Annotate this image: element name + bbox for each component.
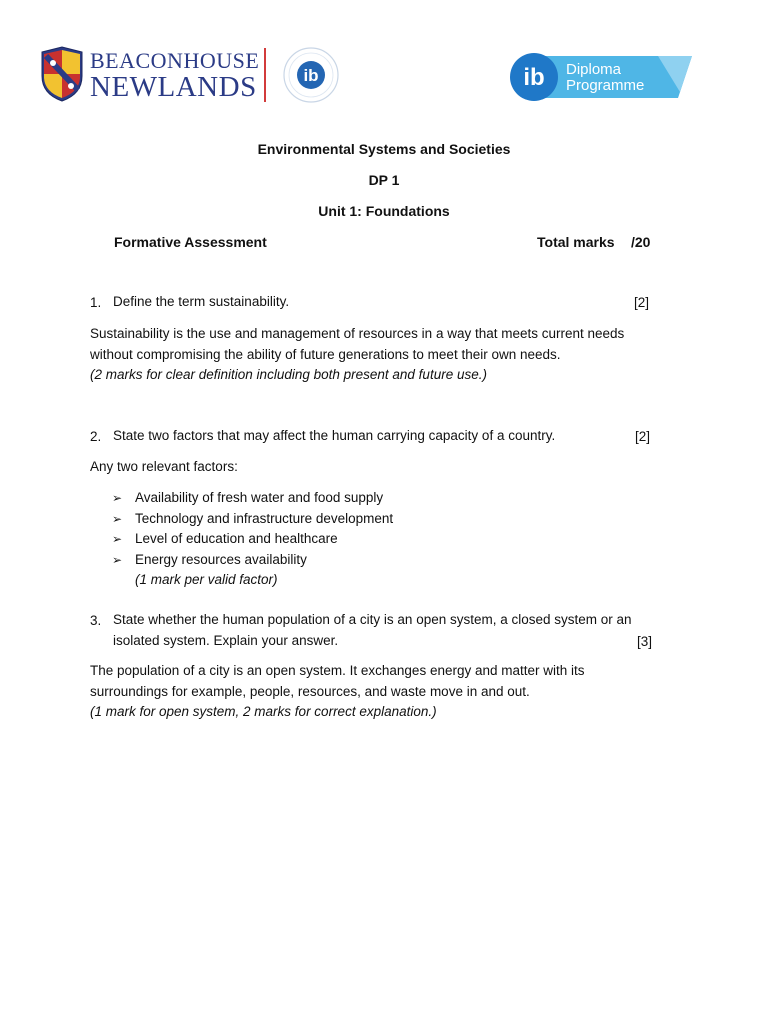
- answer-line: surroundings for example, people, resources, and waste move in and out.: [90, 684, 530, 699]
- ib-seal-text: ib: [303, 66, 319, 85]
- ib-seal-icon: [283, 46, 339, 104]
- arrow-bullet-icon: ➢: [112, 491, 123, 505]
- school-name: [90, 50, 259, 102]
- diploma-programme-logo: [508, 52, 692, 102]
- factor-text: Technology and infrastructure development: [135, 510, 394, 526]
- logo-divider: [264, 48, 266, 102]
- school-name-line1: BEACONHOUSE: [90, 48, 260, 73]
- factor-text: Energy resources availability: [135, 551, 307, 567]
- dp-logo-line2: Programme: [566, 77, 645, 94]
- question-text: State two factors that may affect the human carrying capacity of a country.: [113, 428, 556, 443]
- assessment-label: Formative Assessment: [114, 234, 267, 250]
- factor-text: Availability of fresh water and food supply: [135, 490, 384, 505]
- arrow-bullet-icon: ➢: [112, 511, 123, 526]
- question-number: 1.: [90, 295, 102, 310]
- level-title: DP 1: [368, 172, 400, 188]
- question-number: 2.: [90, 429, 102, 444]
- marking-note: (1 mark per valid factor): [135, 572, 278, 587]
- answer-line: The population of a city is an open system. It exchanges energy and matter with its: [90, 663, 585, 678]
- question-text: isolated system. Explain your answer.: [113, 633, 339, 648]
- dp-logo-ib-text: ib: [523, 64, 545, 91]
- factor-text: Level of education and healthcare: [135, 531, 338, 546]
- school-name-line2: NEWLANDS: [90, 71, 257, 103]
- subject-title: Environmental Systems and Societies: [257, 141, 511, 157]
- total-marks-label: Total marks: [537, 234, 615, 250]
- list-item: [112, 550, 393, 571]
- question-marks: [2]: [634, 295, 650, 310]
- dp-logo-line1: Diploma: [566, 61, 622, 78]
- answer-line: without compromising the ability of future generations to meet their own needs.: [90, 346, 561, 362]
- question-text: State whether the human population of a city is an open system, a closed system or an: [113, 612, 632, 627]
- question-number: 3.: [90, 613, 102, 628]
- list-item: [112, 488, 393, 509]
- arrow-bullet-icon: ➢: [112, 552, 123, 567]
- school-logo: [40, 46, 340, 106]
- marking-note: (2 marks for clear definition including both present and future use.): [90, 367, 487, 382]
- question-marks: [2]: [635, 429, 651, 444]
- school-crest-icon: [40, 46, 84, 102]
- question-text: Define the term sustainability.: [113, 294, 290, 309]
- list-item: [112, 529, 393, 550]
- answer-intro: Any two relevant factors:: [90, 459, 238, 474]
- factor-list: [112, 488, 393, 570]
- arrow-bullet-icon: ➢: [112, 532, 123, 546]
- answer-line: Sustainability is the use and management of resources in a way that meets current needs: [90, 326, 625, 341]
- question-marks: [3]: [637, 634, 653, 649]
- total-marks-value: /20: [631, 234, 651, 250]
- list-item: [112, 509, 393, 530]
- marking-note: (1 mark for open system, 2 marks for correct explanation.): [90, 704, 437, 719]
- unit-title: Unit 1: Foundations: [318, 203, 450, 219]
